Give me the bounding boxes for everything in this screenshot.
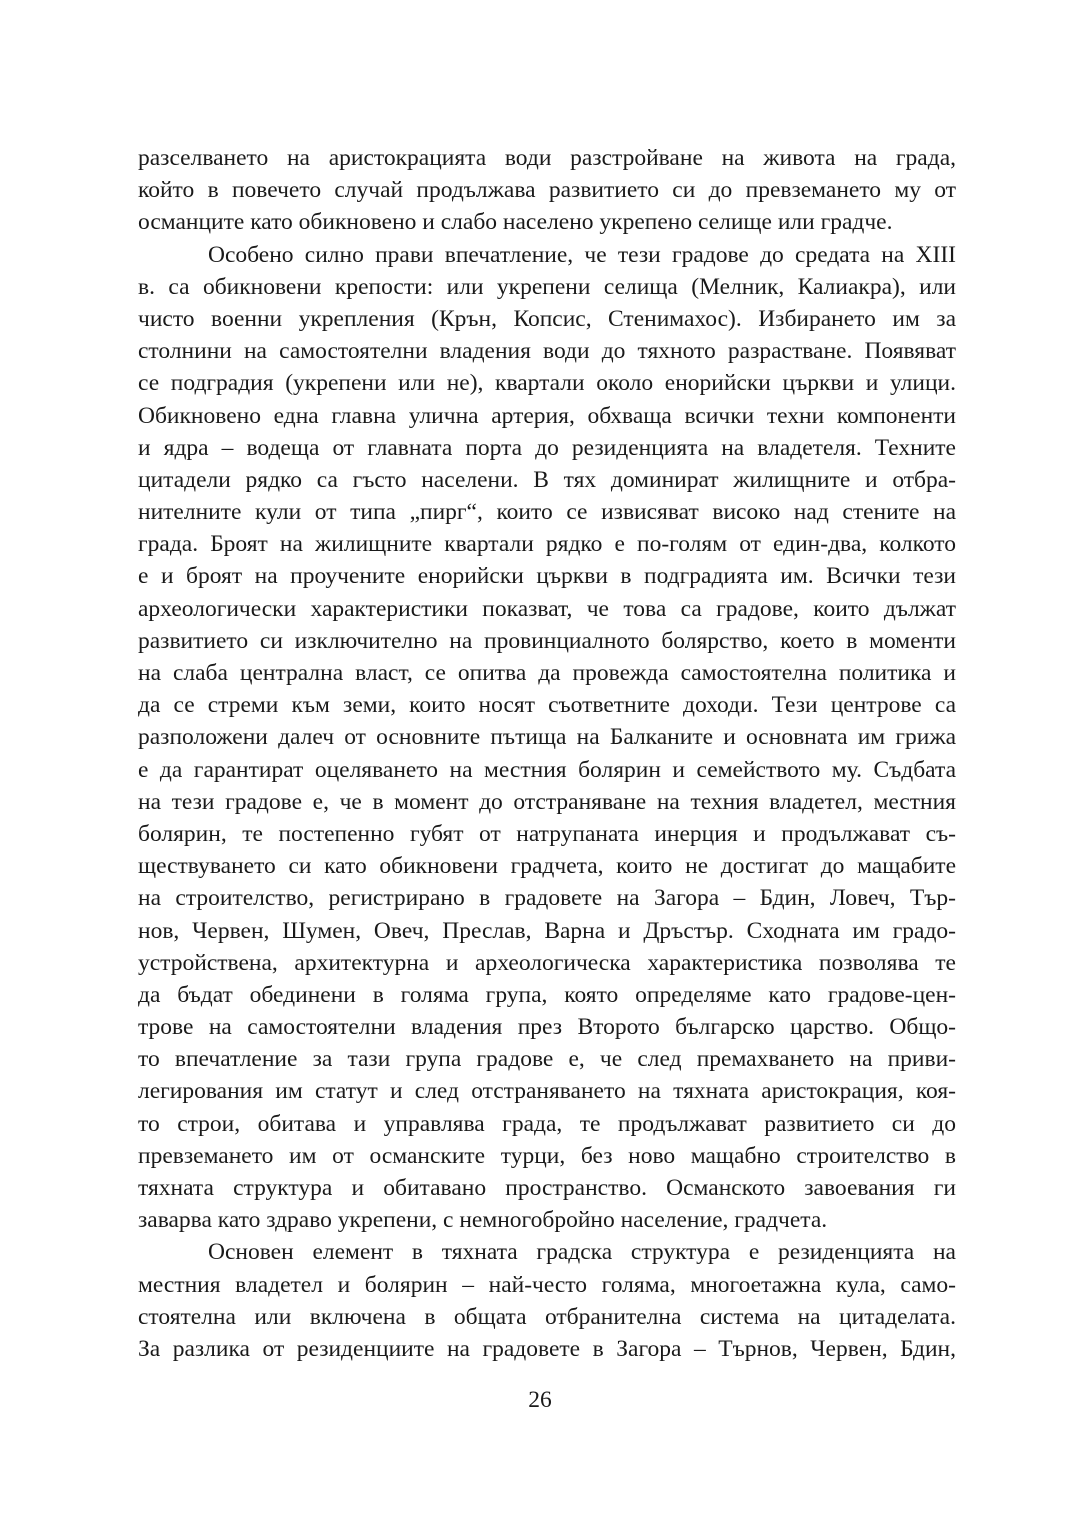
text-line: на слаба централна власт, се опитва да провежда самостоятелна политика и bbox=[138, 660, 956, 686]
text-line: тяхната структура и обитавано пространство. Османското завоевания ги bbox=[138, 1175, 956, 1201]
text-line: то впечатление за тази група градове е, че след премахването на приви- bbox=[138, 1046, 956, 1073]
text-line: е и броят на проучените енорийски църкви в подградията им. Всички тези bbox=[138, 563, 956, 590]
text-line: който в повечето случай продължава развитието си до превземането му от bbox=[138, 177, 956, 204]
text-line: да бъдат обединени в голяма група, която определяме като градове-цен- bbox=[138, 981, 956, 1008]
text-line: чисто военни укрепления (Крън, Копсис, Стенимахос). Избирането им за bbox=[138, 305, 956, 332]
text-line: то строи, обитава и управлява града, те продължават развитието си до bbox=[138, 1110, 956, 1137]
text-line: да се стреми към земи, които носят съответните доходи. Тези центрове са bbox=[138, 692, 956, 719]
text-line: археологически характеристики показват, че това са градове, които дължат bbox=[138, 595, 956, 622]
text-line: стоятелна или включена в общата отбранителна система на цитаделата. bbox=[138, 1303, 956, 1330]
text-line: ществуването си като обикновени градчета, които не достигат до мащабите bbox=[138, 853, 956, 880]
text-line: разположени далеч от основните пътища на Балканите и основната им грижа bbox=[138, 724, 956, 751]
text-line: и ядра – водеща от главната порта до резиденцията на владетеля. Техните bbox=[138, 434, 956, 461]
text-line: легирования им статут и след отстраняването на тяхната аристокрация, коя- bbox=[138, 1078, 956, 1105]
text-line: заварва като здраво укрепени, с немногобройно население, градчета. bbox=[138, 1207, 828, 1234]
page-number: 26 bbox=[528, 1387, 552, 1413]
text-line: се подградия (укрепени или не), квартали около енорийски църкви и улици. bbox=[138, 370, 956, 397]
paragraph bbox=[138, 239, 956, 1237]
text-line: За разлика от резиденциите на градовете в Загора – Търнов, Червен, Бдин, bbox=[138, 1335, 956, 1362]
text-line: османците като обикновено и слабо населено укрепено селище или градче. bbox=[138, 209, 893, 236]
text-line: развитието си изключително на провинциалното болярство, което в моменти bbox=[138, 627, 956, 654]
text-line: столнини на самостоятелни владения води до тяхното разрастване. Появяват bbox=[138, 338, 956, 365]
text-line: града. Броят на жилищните квартали рядко е по-голям от един-два, колкото bbox=[138, 531, 956, 558]
body-text bbox=[138, 142, 956, 1365]
text-line: на строителство, регистрирано в градовете на Загора – Бдин, Ловеч, Тър- bbox=[138, 885, 956, 912]
paragraph bbox=[138, 1236, 956, 1365]
text-line: цитадели рядко са гъсто населени. В тях доминират жилищните и отбра- bbox=[138, 466, 956, 493]
text-line: местния владетел и болярин – най-често голяма, многоетажна кула, само- bbox=[138, 1271, 956, 1298]
text-line: болярин, те постепенно губят от натрупаната инерция и продължават съ- bbox=[138, 820, 956, 847]
text-line: нов, Червен, Шумен, Овеч, Преслав, Варна и Дръстър. Сходната им градо- bbox=[138, 917, 956, 944]
text-line: на тези градове е, че в момент до отстраняване на техния владетел, местния bbox=[138, 788, 956, 815]
text-line: в. са обикновени крепости: или укрепени селища (Мелник, Калиакра), или bbox=[138, 273, 956, 300]
text-line: е да гарантират оцеляването на местния болярин и семейството му. Съдбата bbox=[138, 756, 956, 783]
text-line: устройствена, архитектурна и археологическа характеристика позволява те bbox=[138, 949, 956, 976]
text-line: Обикновено една главна улична артерия, обхваща всички техни компоненти bbox=[138, 402, 956, 429]
text-line: Основен елемент в тяхната градска структура е резиденцията на bbox=[208, 1239, 956, 1266]
text-line: превземането им от османските турци, без ново мащабно строителство в bbox=[138, 1142, 956, 1169]
text-line: нителните кули от типа „пирг“, които се извисяват високо над стените на bbox=[138, 499, 956, 526]
text-line: трове на самостоятелни владения през Второто българско царство. Общо- bbox=[138, 1014, 956, 1041]
text-line: разселването на аристокрацията води разстройване на живота на града, bbox=[138, 145, 956, 171]
paragraph bbox=[138, 142, 956, 239]
text-line: Особено силно прави впечатление, че тези градове до средата на XIII bbox=[208, 241, 956, 268]
